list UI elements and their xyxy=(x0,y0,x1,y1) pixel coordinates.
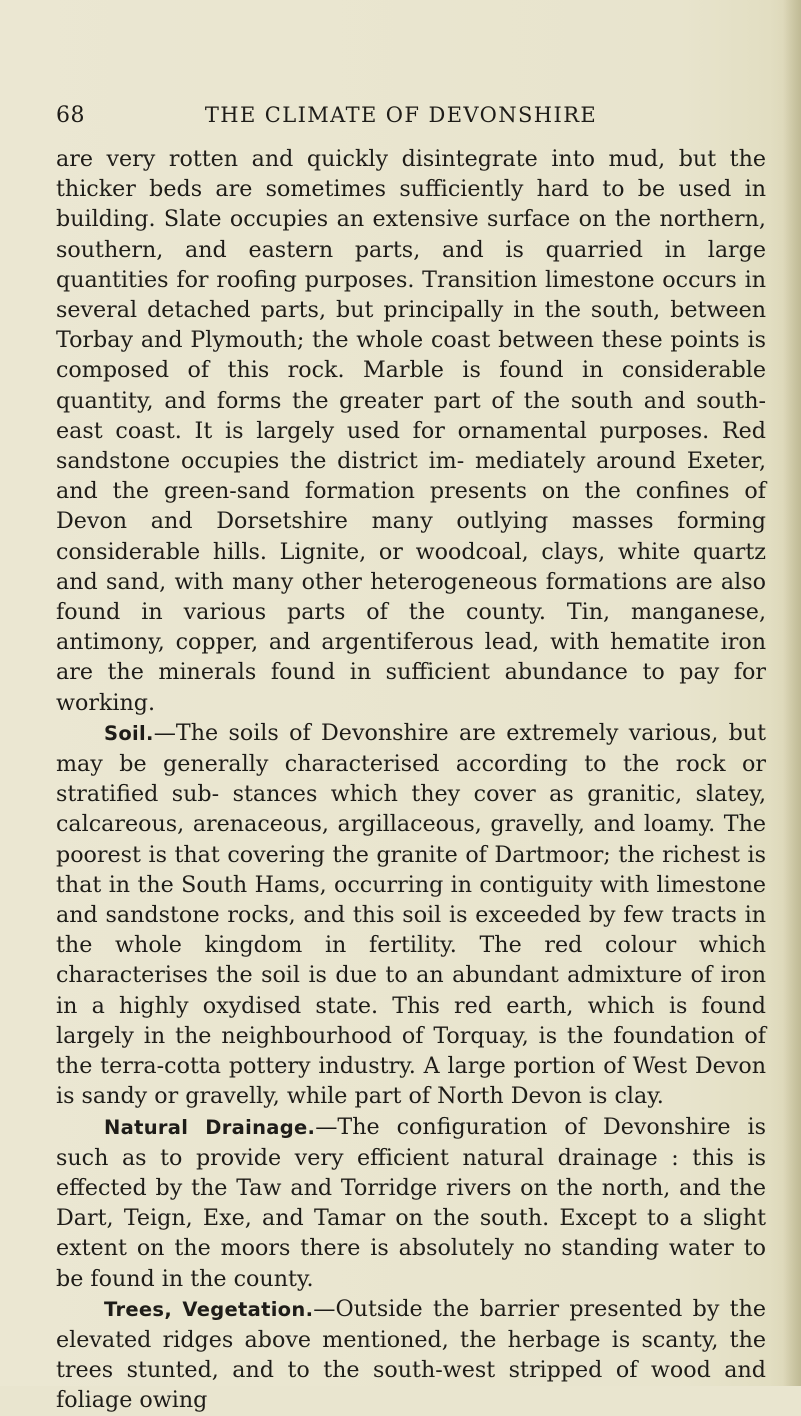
section-heading-natural-drainage: Natural Drainage. xyxy=(104,1115,316,1139)
paragraph-natural-drainage xyxy=(56,1112,766,1294)
paragraph-text: —The configuration of Devonshire is such as to provide very efficient natural drainage : this is effected by the Taw and Torridge rivers on the north, and the Dart, Teign, Exe, and Tamar on the south. Except to a slight extent on the moors there is absolutely no standing water to be found in the county. xyxy=(56,1113,766,1292)
page-edge-shadow xyxy=(783,0,801,1386)
paragraph-geology xyxy=(56,144,766,718)
running-title: THE CLIMATE OF DEVONSHIRE xyxy=(204,103,598,127)
section-heading-soil: Soil. xyxy=(104,721,154,745)
page-header xyxy=(56,103,746,133)
paragraph-trees-vegetation xyxy=(56,1294,766,1416)
paragraph-soil xyxy=(56,718,766,1112)
paragraph-text: —The soils of Devonshire are extremely various, but may be generally characterised according to the rock or stratified sub- stances which they cover as granitic, slatey, calcareous, arenaceous, argillaceous, gravelly, and loamy. The poorest is that covering the granite of Dartmoor; the richest is that in the South Hams, occurring in contiguity with limestone and sandstone rocks, and this soil is exceeded by few tracts in the whole kingdom in fertility. The red colour which characterises the soil is due to an abundant admixture of iron in a highly oxydised state. This red earth, which is found largely in the neighbourhood of Torquay, is the foundation of the terra-cotta pottery industry. A large portion of West Devon is sandy or gravelly, while part of North Devon is clay. xyxy=(56,719,766,1110)
section-heading-trees-vegetation: Trees, Vegetation. xyxy=(104,1297,314,1321)
page-number: 68 xyxy=(56,103,85,128)
paragraph-text: —Outside the barrier presented by the elevated ridges above mentioned, the herbage is scanty, the trees stunted, and to the south-west stripped of wood and foliage owing xyxy=(56,1295,766,1414)
body-text xyxy=(56,144,766,1416)
paragraph-text: are very rotten and quickly disintegrate into mud, but the thicker beds are sometimes sufficiently hard to be used in building. Slate occupies an extensive surface on the northern, southern, and eastern parts, and is quarried in large quantities for roofing purposes. Transition limestone occurs in several detached parts, but principally in the south, between Torbay and Plymouth; the whole coast between these points is composed of this rock. Marble is found in considerable quantity, and forms the greater part of the south and south-east coast. It is largely used for ornamental purposes. Red sandstone occupies the district im- mediately around Exeter, and the green-sand formation presents on the confines of Devon and Dorsetshire many outlying masses forming considerable hills. Lignite, or woodcoal, clays, white quartz and sand, with many other heterogeneous formations are also found in various parts of the county. Tin, manganese, antimony, copper, and argentiferous lead, with hematite iron are the minerals found in sufficient abundance to pay for working. xyxy=(56,146,766,716)
